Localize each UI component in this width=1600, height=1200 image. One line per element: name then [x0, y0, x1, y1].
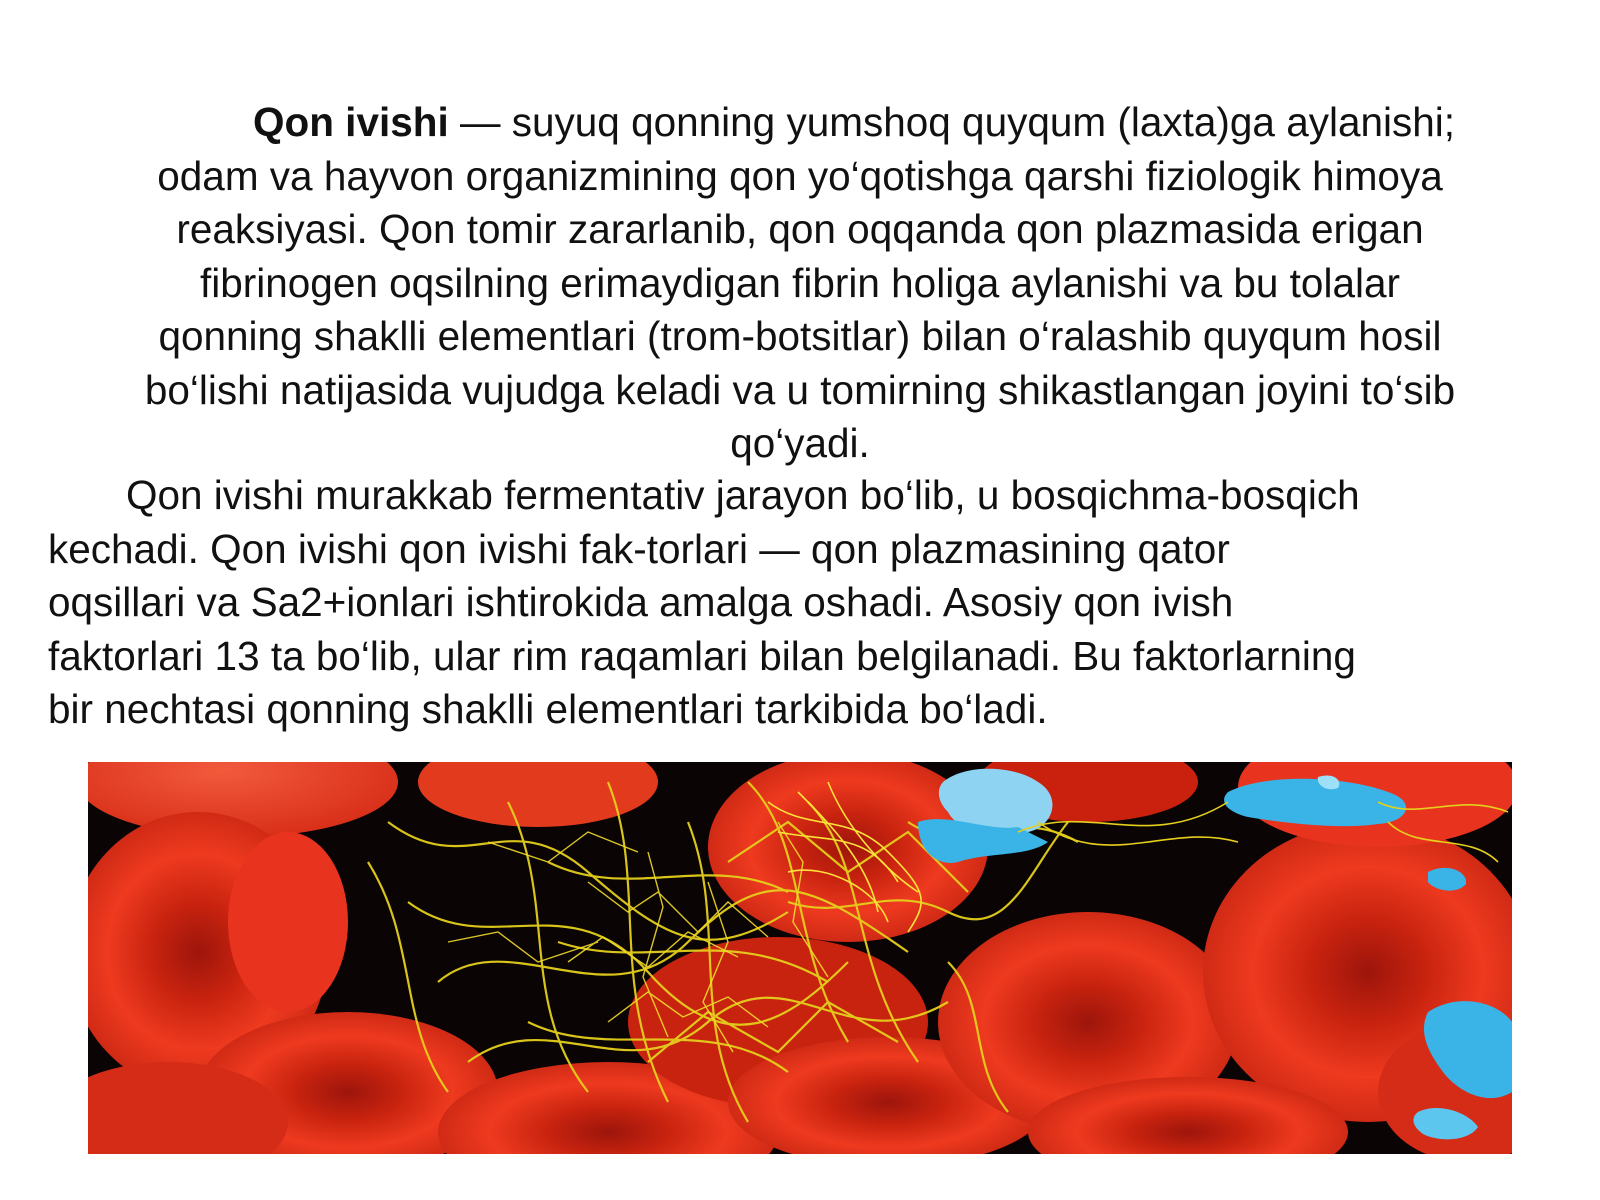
text-line: Qon ivishi murakkab fermentativ jarayon bo‘lib, u bosqichma-bosqich: [126, 472, 1360, 518]
blood-clot-image: [88, 762, 1512, 1154]
text-line: oqsillari va Sa2+ionlari ishtirokida amalga oshadi. Asosiy qon ivish: [48, 579, 1234, 625]
text-line: reaksiyasi. Qon tomir zararlanib, qon oqqanda qon plazmasida erigan: [176, 206, 1424, 252]
text-line: bir nechtasi qonning shaklli elementlari tarkibida bo‘ladi.: [48, 686, 1048, 732]
text-line: odam va hayvon organizmining qon yo‘qotishga qarshi fiziologik himoya: [157, 152, 1443, 199]
text-line: qo‘yadi.: [730, 420, 870, 466]
text-line: qonning shaklli elementlari (trom-botsitlar) bilan o‘ralashib quyqum hosil: [158, 313, 1442, 359]
text-line: fibrinogen oqsilning erimaydigan fibrin holiga aylanishi va bu tolalar: [200, 259, 1400, 306]
text-line: Qon ivishi — suyuq qonning yumshoq quyqum (laxta)ga aylanishi;: [252, 99, 1456, 145]
text-line: faktorlari 13 ta bo‘lib, ular rim raqamlari bilan belgilanadi. Bu faktorlarning: [48, 632, 1356, 679]
term-heading: Qon ivishi: [252, 99, 449, 145]
blood-clot-illustration: [88, 762, 1512, 1154]
text-line: bo‘lishi natijasida vujudga keladi va u tomirning shikastlangan joyini to‘sib: [144, 366, 1456, 413]
paragraph-process: [48, 469, 1568, 737]
paragraph-definition: [40, 96, 1560, 471]
text-line: kechadi. Qon ivishi qon ivishi fak-torlari — qon plazmasining qator: [48, 525, 1230, 572]
